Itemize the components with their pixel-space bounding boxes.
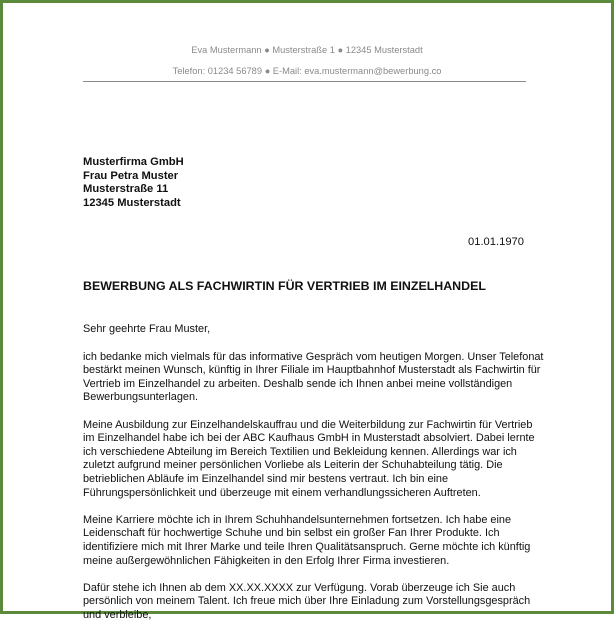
recipient-street: Musterstraße 11 [83,183,169,196]
body-paragraph: Meine Ausbildung zur Einzelhandelskauffrau und die Weiterbildung zur Fachwirtin für Vertrieb im Einzelhandel habe ich bei der ABC Kaufhaus GmbH in Musterstadt absolviert. Dabei lernte ich verschiedene Abteilung im Bereich Textilien und Bekleidung kennen. Allerdings war ich zuletzt aufgrund meiner persönlichen Vorliebe als Leiterin der Schuhabteilung tätig. Die betrieblichen Abläufe im Einzelhandel sind mir bestens vertraut. Ich bin eine Führungspersönlichkeit und überzeuge mit einem verhandlungssicheren Auftreten. [83,418,535,499]
sender-contact: Telefon: 01234 56789 ● E-Mail: eva.mustermann@bewerbung.co [172,66,442,76]
body-paragraph: Dafür stehe ich Ihnen ab dem XX.XX.XXXX zur Verfügung. Vorab überzeuge ich Sie auch persönlich von meinem Talent. Ich freue mich über Ihre Einladung zum Vorstellungsgespräch und verbleibe, [83,581,531,621]
letter-subject: BEWERBUNG ALS FACHWIRTIN FÜR VERTRIEB IM EINZELHANDEL [83,279,486,293]
body-paragraph: Meine Karriere möchte ich in Ihrem Schuhhandelsunternehmen fortsetzen. Ich habe eine Leidenschaft für hochwertige Schuhe und bin selbst ein großer Fan Ihrer Produkte. Ich identifiziere mich mit Ihrer Marke und teile Ihren Qualitätsanspruch. Gerne möchte ich künftig meine außergewöhnlichen Fähigkeiten in den Erfolg Ihrer Firma investieren. [83,513,531,567]
salutation: Sehr geehrte Frau Muster, [83,323,211,335]
letter-date: 01.01.1970 [468,236,524,248]
recipient-address [83,156,184,211]
letter-body [83,323,545,636]
sender-address: Eva Mustermann ● Musterstraße 1 ● 12345 Musterstadt [191,45,423,55]
recipient-company: Musterfirma GmbH [83,156,184,168]
sender-header [3,44,611,78]
header-divider [83,81,526,82]
body-paragraph: ich bedanke mich vielmals für das informative Gespräch vom heutigen Morgen. Unser Telefonat bestärkt meinen Wunsch, künftig in Ihrer Filiale im Hauptbahnhof Musterstadt als Fachwirtin für Vertrieb im Einzelhandel zu arbeiten. Deshalb sende ich Ihnen anbei meine vollständigen Bewerbungsunterlagen. [83,350,544,404]
recipient-city: 12345 Musterstadt [83,197,181,210]
recipient-person: Frau Petra Muster [83,169,179,182]
